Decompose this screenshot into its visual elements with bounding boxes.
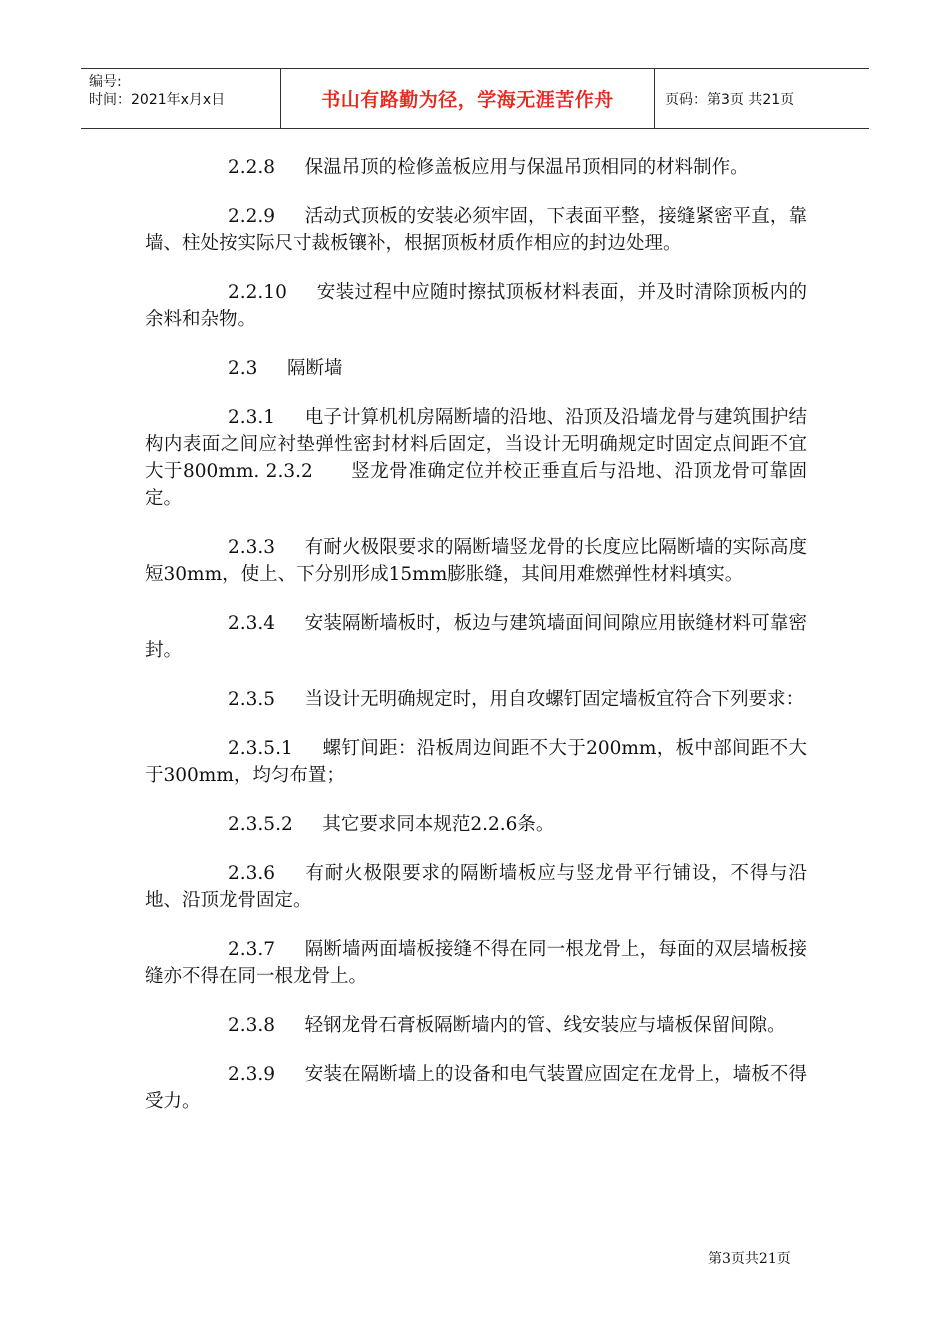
clause-text: 安装在隔断墙上的设备和电气装置应固定在龙骨上，墙板不得受力。 <box>145 1064 807 1112</box>
paragraph <box>145 154 807 181</box>
footer-page-number: 第3页共21页 <box>708 1251 791 1267</box>
clause-number: 2.3.3 <box>228 537 276 558</box>
header-meta <box>81 69 281 128</box>
clause-number: 2.2.10 <box>228 282 287 303</box>
clause-text: 安装过程中应随时擦拭顶板材料表面，并及时清除顶板内的余料和杂物。 <box>145 282 807 330</box>
paragraph <box>145 1061 807 1115</box>
clause-number: 2.3.8 <box>228 1015 276 1036</box>
clause-text: 轻钢龙骨石膏板隔断墙内的管、线安装应与墙板保留间隙。 <box>304 1015 786 1036</box>
paragraph <box>145 936 807 990</box>
clause-number: 2.3.7 <box>228 939 276 960</box>
clause-text: 活动式顶板的安装必须牢固，下表面平整，接缝紧密平直，靠墙、柱处按实际尺寸裁板镶补，根据顶板材质作相应的封边处理。 <box>145 206 807 254</box>
clause-text: 螺钉间距：沿板周边间距不大于200mm，板中部间距不大于300mm，均匀布置； <box>145 738 807 786</box>
clause-text: 保温吊顶的检修盖板应用与保温吊顶相同的材料制作。 <box>304 157 749 178</box>
clause-text: 有耐火极限要求的隔断墙板应与竖龙骨平行铺设，不得与沿地、沿顶龙骨固定。 <box>145 863 807 911</box>
clause-number: 2.3.9 <box>228 1064 276 1085</box>
clause-number: 2.3 <box>228 358 258 379</box>
paragraph <box>145 404 807 512</box>
clause-text: 隔断墙两面墙板接缝不得在同一根龙骨上，每面的双层墙板接缝亦不得在同一根龙骨上。 <box>145 939 807 987</box>
document-number-label: 编号: <box>89 74 122 90</box>
clause-number: 2.2.8 <box>228 157 276 178</box>
clause-text: 隔断墙 <box>287 358 343 379</box>
clause-number: 2.3.4 <box>228 613 276 634</box>
page-footer <box>708 1248 791 1268</box>
paragraph <box>145 1012 807 1039</box>
paragraph <box>145 203 807 257</box>
paragraph <box>145 610 807 664</box>
clause-text: 当设计无明确规定时，用自攻螺钉固定墙板宜符合下列要求： <box>304 689 805 710</box>
header-motto: 书山有路勤为径，学海无涯苦作舟 <box>321 89 614 111</box>
clause-text: 其它要求同本规范2.2.6条。 <box>322 814 555 835</box>
clause-text: 有耐火极限要求的隔断墙竖龙骨的长度应比隔断墙的实际高度短30mm，使上、下分别形成15mm膨胀缝，其间用难燃弹性材料填实。 <box>145 537 807 585</box>
clause-number: 2.3.5.2 <box>228 814 293 835</box>
paragraph <box>145 686 807 713</box>
header-motto-cell <box>281 69 655 128</box>
header-page-label: 页码：第3页 共21页 <box>665 91 795 108</box>
clause-number: 2.3.5 <box>228 689 276 710</box>
paragraph <box>145 811 807 838</box>
document-time-label: 时间：2021年x月x日 <box>89 92 226 108</box>
page-header <box>81 68 869 129</box>
clause-number: 2.3.1 <box>228 407 276 428</box>
paragraph <box>145 534 807 588</box>
clause-number: 2.3.5.1 <box>228 738 293 759</box>
clause-text: 电子计算机机房隔断墙的沿地、沿顶及沿墙龙骨与建筑围护结构内表面之间应衬垫弹性密封材料后固定，当设计无明确规定时固定点间距不宜大于800mm. 2.3.2 竖龙骨准确定位并校正垂直后与沿地、沿顶龙骨可靠固定。 <box>145 407 807 509</box>
clause-number: 2.3.6 <box>228 863 276 884</box>
paragraph <box>145 735 807 789</box>
document-body <box>145 154 807 1137</box>
section-heading <box>145 355 807 382</box>
paragraph <box>145 279 807 333</box>
clause-text: 安装隔断墙板时，板边与建筑墙面间间隙应用嵌缝材料可靠密封。 <box>145 613 807 661</box>
paragraph <box>145 860 807 914</box>
header-page-cell <box>655 69 869 128</box>
clause-number: 2.2.9 <box>228 206 276 227</box>
